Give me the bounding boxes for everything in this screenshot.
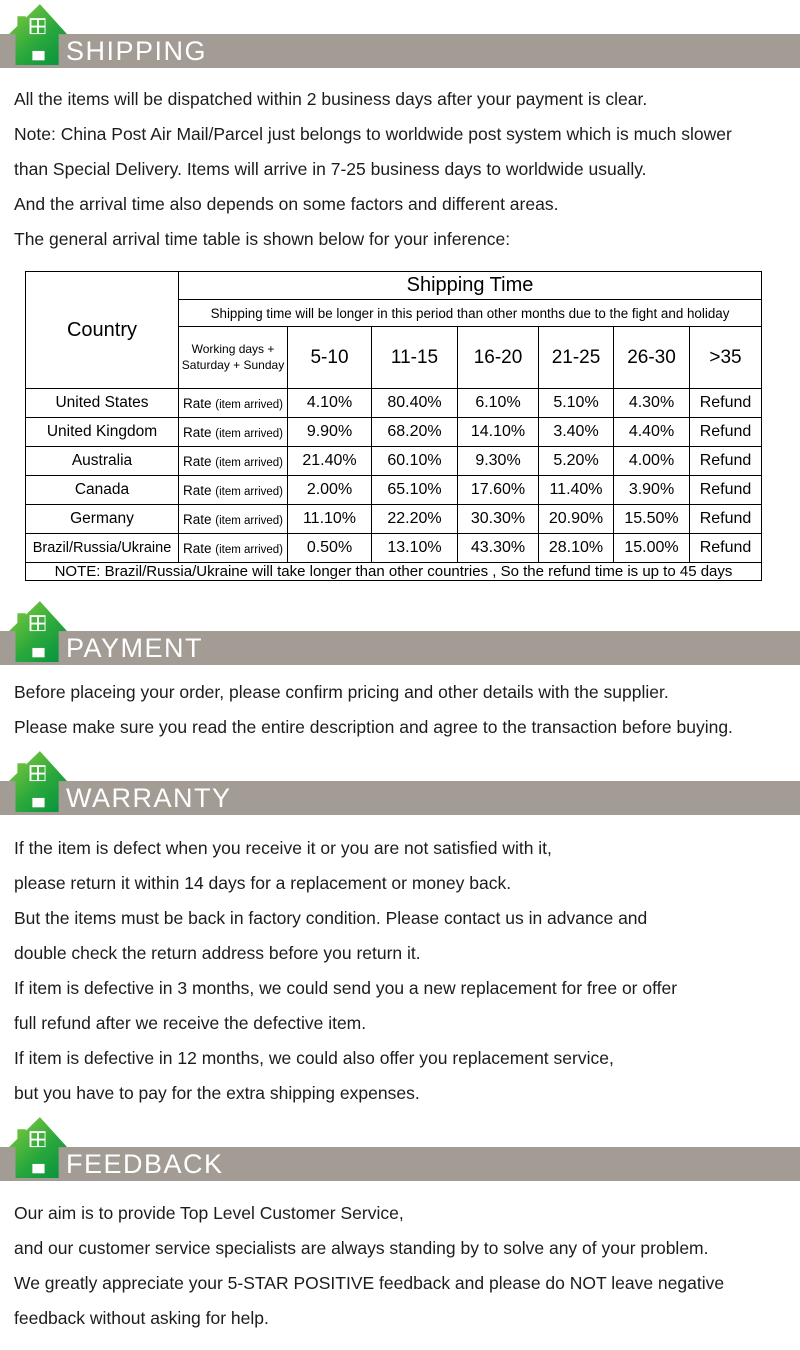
warranty-banner — [0, 781, 800, 815]
paragraph-line: If item is defective in 3 months, we could send you a new replacement for free or offer — [14, 978, 678, 998]
day-range-cell: >35 — [690, 327, 762, 389]
country-cell: United States — [26, 389, 179, 418]
feedback-title: FEEDBACK — [66, 1149, 224, 1179]
rate-value-cell: 4.10% — [288, 389, 372, 418]
rate-suffix: (item arrived) — [215, 543, 284, 556]
paragraph-line: Note: China Post Air Mail/Parcel just belongs to worldwide post system which is much slower — [14, 124, 732, 144]
rate-value-cell: 30.30% — [458, 505, 539, 534]
table-note-cell: NOTE: Brazil/Russia/Ukraine will take longer than other countries , So the refund time is up to 45 days — [26, 563, 762, 581]
rate-label: Rate — [182, 395, 212, 411]
payment-title: PAYMENT — [66, 633, 204, 663]
table-row — [26, 447, 762, 476]
rate-value-cell: 15.50% — [614, 505, 690, 534]
rate-suffix: (item arrived) — [215, 456, 284, 469]
rate-label-cell — [179, 534, 288, 563]
refund-cell: Refund — [690, 389, 762, 418]
rate-value-cell: 3.40% — [539, 418, 614, 447]
day-range-cell: 5-10 — [288, 327, 372, 389]
table-row — [26, 389, 762, 418]
paragraph-line: full refund after we receive the defective item. — [14, 1013, 367, 1033]
paragraph-line: And the arrival time also depends on some factors and different areas. — [14, 194, 559, 214]
refund-cell: Refund — [690, 418, 762, 447]
refund-cell: Refund — [690, 447, 762, 476]
warranty-title: WARRANTY — [66, 783, 232, 813]
feedback-section-header — [0, 1113, 800, 1183]
rate-value-cell: 20.90% — [539, 505, 614, 534]
paragraph-line: please return it within 14 days for a replacement or money back. — [14, 873, 512, 893]
rate-suffix: (item arrived) — [215, 398, 284, 411]
table-row-header — [26, 272, 762, 300]
country-cell: Australia — [26, 447, 179, 476]
rate-value-cell: 4.30% — [614, 389, 690, 418]
house-icon — [8, 750, 68, 814]
rate-value-cell: 2.00% — [288, 476, 372, 505]
paragraph-line: If item is defective in 12 months, we could also offer you replacement service, — [14, 1048, 614, 1068]
rate-value-cell: 9.90% — [288, 418, 372, 447]
refund-cell: Refund — [690, 476, 762, 505]
paragraph-line: Before placeing your order, please confirm pricing and other details with the supplier. — [14, 682, 669, 702]
rate-value-cell: 11.40% — [539, 476, 614, 505]
feedback-banner — [0, 1147, 800, 1181]
rate-suffix: (item arrived) — [215, 514, 284, 527]
feedback-paragraphs — [0, 1196, 800, 1336]
rate-value-cell: 9.30% — [458, 447, 539, 476]
rate-label-cell — [179, 505, 288, 534]
shipping-time-table — [25, 271, 762, 581]
payment-section-header — [0, 597, 800, 667]
paragraph-line: and our customer service specialists are always standing by to solve any of your problem. — [14, 1238, 709, 1258]
rate-value-cell: 4.00% — [614, 447, 690, 476]
warranty-section — [0, 747, 800, 1111]
shipping-paragraphs — [0, 82, 800, 257]
rate-label-cell — [179, 389, 288, 418]
house-icon — [8, 3, 68, 67]
paragraph-line: We greatly appreciate your 5-STAR POSITIVE feedback and please do NOT leave negative — [14, 1273, 725, 1293]
warranty-paragraphs — [0, 831, 800, 1111]
rate-value-cell: 5.10% — [539, 389, 614, 418]
country-cell: Brazil/Russia/Ukraine — [26, 534, 179, 563]
paragraph-line: double check the return address before you return it. — [14, 943, 421, 963]
house-icon — [8, 600, 68, 664]
table-row-note — [26, 563, 762, 581]
day-range-cell: 11-15 — [372, 327, 458, 389]
table-row — [26, 418, 762, 447]
rate-value-cell: 0.50% — [288, 534, 372, 563]
house-icon — [8, 1116, 68, 1180]
rate-value-cell: 11.10% — [288, 505, 372, 534]
rate-value-cell: 65.10% — [372, 476, 458, 505]
shipping-title: SHIPPING — [66, 36, 208, 66]
rate-label: Rate — [182, 424, 212, 440]
payment-paragraphs — [0, 675, 800, 745]
table-row — [26, 534, 762, 563]
rate-value-cell: 4.40% — [614, 418, 690, 447]
rate-value-cell: 68.20% — [372, 418, 458, 447]
paragraph-line: Our aim is to provide Top Level Customer Service, — [14, 1203, 404, 1223]
paragraph-line: than Special Delivery. Items will arrive in 7-25 business days to worldwide usually. — [14, 159, 647, 179]
shipping-banner — [0, 34, 800, 68]
rate-suffix: (item arrived) — [215, 427, 284, 440]
refund-cell: Refund — [690, 505, 762, 534]
rate-value-cell: 17.60% — [458, 476, 539, 505]
paragraph-line: but you have to pay for the extra shipping expenses. — [14, 1083, 420, 1103]
country-cell: Canada — [26, 476, 179, 505]
rate-label: Rate — [182, 482, 212, 498]
rate-label-cell — [179, 476, 288, 505]
table-row — [26, 476, 762, 505]
paragraph-line: feedback without asking for help. — [14, 1308, 269, 1328]
paragraph-line: But the items must be back in factory condition. Please contact us in advance and — [14, 908, 648, 928]
rate-value-cell: 15.00% — [614, 534, 690, 563]
rate-suffix: (item arrived) — [215, 485, 284, 498]
rate-value-cell: 60.10% — [372, 447, 458, 476]
refund-cell: Refund — [690, 534, 762, 563]
shipping-section — [0, 0, 800, 581]
rate-value-cell: 13.10% — [372, 534, 458, 563]
day-range-cell: 16-20 — [458, 327, 539, 389]
shipping-section-header — [0, 0, 800, 70]
shipping-time-header-cell: Shipping Time — [179, 272, 762, 300]
rate-label: Rate — [182, 511, 212, 527]
paragraph-line: The general arrival time table is shown below for your inference: — [14, 229, 511, 249]
country-header-cell: Country — [26, 272, 179, 389]
rate-label: Rate — [182, 540, 212, 556]
rate-label-cell — [179, 418, 288, 447]
rate-label: Rate — [182, 453, 212, 469]
paragraph-line: All the items will be dispatched within 2 business days after your payment is clear. — [14, 89, 648, 109]
table-row — [26, 505, 762, 534]
rate-value-cell: 21.40% — [288, 447, 372, 476]
working-days-cell: Working days + Saturday + Sunday — [179, 327, 288, 389]
payment-banner — [0, 631, 800, 665]
country-cell: Germany — [26, 505, 179, 534]
paragraph-line: If the item is defect when you receive it or you are not satisfied with it, — [14, 838, 552, 858]
rate-value-cell: 6.10% — [458, 389, 539, 418]
rate-value-cell: 22.20% — [372, 505, 458, 534]
payment-section — [0, 597, 800, 745]
subtitle-cell: Shipping time will be longer in this period than other months due to the fight and holiday — [179, 300, 762, 327]
warranty-section-header — [0, 747, 800, 817]
rate-label-cell — [179, 447, 288, 476]
day-range-cell: 21-25 — [539, 327, 614, 389]
rate-value-cell: 43.30% — [458, 534, 539, 563]
feedback-section — [0, 1113, 800, 1336]
rate-value-cell: 14.10% — [458, 418, 539, 447]
rate-value-cell: 28.10% — [539, 534, 614, 563]
country-cell: United Kingdom — [26, 418, 179, 447]
rate-value-cell: 3.90% — [614, 476, 690, 505]
day-range-cell: 26-30 — [614, 327, 690, 389]
rate-value-cell: 5.20% — [539, 447, 614, 476]
paragraph-line: Please make sure you read the entire description and agree to the transaction before buying. — [14, 717, 733, 737]
rate-value-cell: 80.40% — [372, 389, 458, 418]
